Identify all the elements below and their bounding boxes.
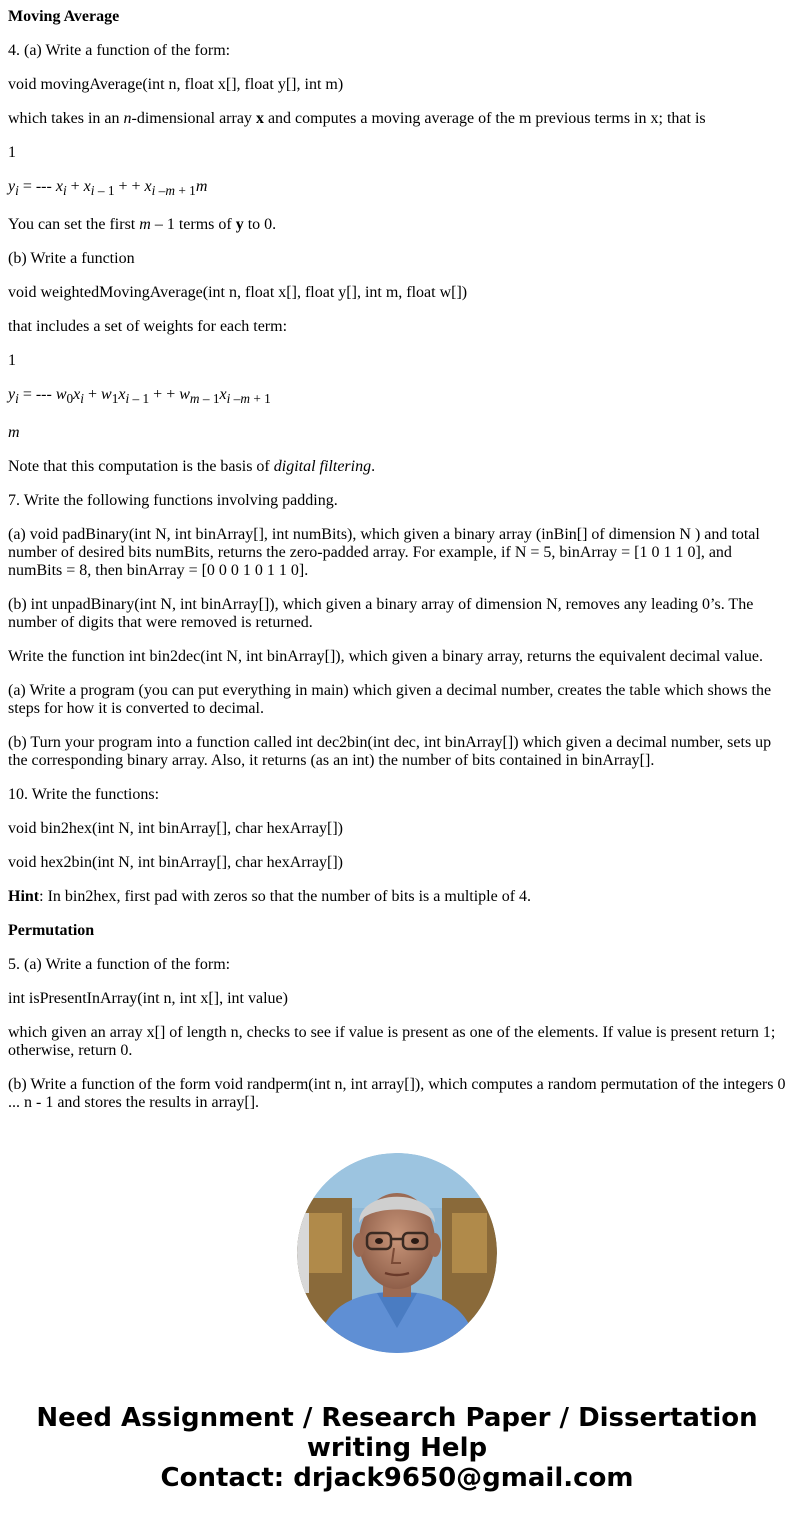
eq2-denominator: m — [8, 424, 20, 442]
document-body — [8, 0, 786, 1128]
program-a: (a) Write a program (you can put everything in main) which given a decimal number, creates the table which shows the steps for how it is converted to decimal. — [8, 682, 772, 718]
q5b-randperm: (b) Write a function of the form void randperm(int n, int array[]), which computes a random permutation of the integers 0 ... n - 1 and stores the results in array[]. — [8, 1076, 786, 1112]
eq2-formula: $y_i$ = --- $w_0x_i + w_1x_{i - 1}$ + + $w_{m - 1}x_{i -m + 1}$ — [8, 386, 271, 407]
section-heading-moving-average: Moving Average — [8, 8, 120, 25]
digital-filtering-note: Note that this computation is the basis of digital filtering. — [8, 458, 376, 476]
author-portrait-image — [297, 1153, 497, 1353]
program-b: (b) Turn your program into a function called int dec2bin(int dec, int binArray[]) which given a decimal number, sets up the corresponding binary array. Also, it returns (as an int) the number of bits contained in binArray[]. — [8, 734, 772, 770]
q7b-unpadbinary: (b) int unpadBinary(int N, int binArray[]), which given a binary array of dimension N, removes any leading 0’s. The number of digits that were removed is returned. — [8, 596, 754, 632]
q4b-intro: (b) Write a function — [8, 250, 135, 268]
hint: Hint: In bin2hex, first pad with zeros so that the number of bits is a multiple of 4. — [8, 888, 532, 906]
q4a-description: which takes in an n-dimensional array x and computes a moving average of the m previous terms in x; that is — [8, 110, 706, 127]
section-heading-permutation: Permutation — [8, 922, 95, 940]
author-photo — [297, 1153, 497, 1353]
contact-banner — [0, 1403, 794, 1493]
set-first-terms: You can set the first m – 1 terms of y to 0. — [8, 216, 277, 234]
q7-intro: 7. Write the following functions involving padding. — [8, 492, 338, 510]
q4a-signature: void movingAverage(int n, float x[], float y[], int m) — [8, 76, 344, 93]
eq2-numerator: 1 — [8, 352, 16, 370]
q4b-signature: void weightedMovingAverage(int n, float x[], float y[], int m, float w[]) — [8, 284, 468, 302]
bin2dec-question: Write the function int bin2dec(int N, int binArray[]), which given a binary array, returns the equivalent decimal value. — [8, 648, 763, 666]
q10-intro: 10. Write the functions: — [8, 786, 160, 804]
eq1-formula: $y_i$ = --- $x_i + x_{i - 1}$ + + $x_{i -m + 1}m$ — [8, 178, 208, 199]
q7a-padbinary: (a) void padBinary(int N, int binArray[], int numBits), which given a binary array (inBin[] of dimension N ) and total number of desired bits numBits, returns the zero-padded array. For example, if N = 5, binArray = [1 0 1 1 0], and numBits = 8, then binArray = [0 0 0 1 0 1 1 0]. — [8, 526, 760, 580]
q4a-intro: 4. (a) Write a function of the form: — [8, 42, 231, 59]
banner-line-2: writing Help — [306, 1433, 488, 1463]
banner-contact-email: Contact: drjack9650@gmail.com — [160, 1463, 634, 1493]
banner-line-1: Need Assignment / Research Paper / Dissertation — [36, 1403, 758, 1433]
q5a-signature: int isPresentInArray(int n, int x[], int value) — [8, 990, 288, 1008]
q5a-intro: 5. (a) Write a function of the form: — [8, 956, 231, 974]
eq1-numerator: 1 — [8, 144, 16, 161]
q5a-description: which given an array x[] of length n, checks to see if value is present as one of the elements. If value is present return 1; otherwise, return 0. — [8, 1024, 776, 1060]
hex2bin-signature: void hex2bin(int N, int binArray[], char hexArray[]) — [8, 854, 343, 872]
q4b-description: that includes a set of weights for each term: — [8, 318, 288, 336]
bin2hex-signature: void bin2hex(int N, int binArray[], char hexArray[]) — [8, 820, 343, 838]
